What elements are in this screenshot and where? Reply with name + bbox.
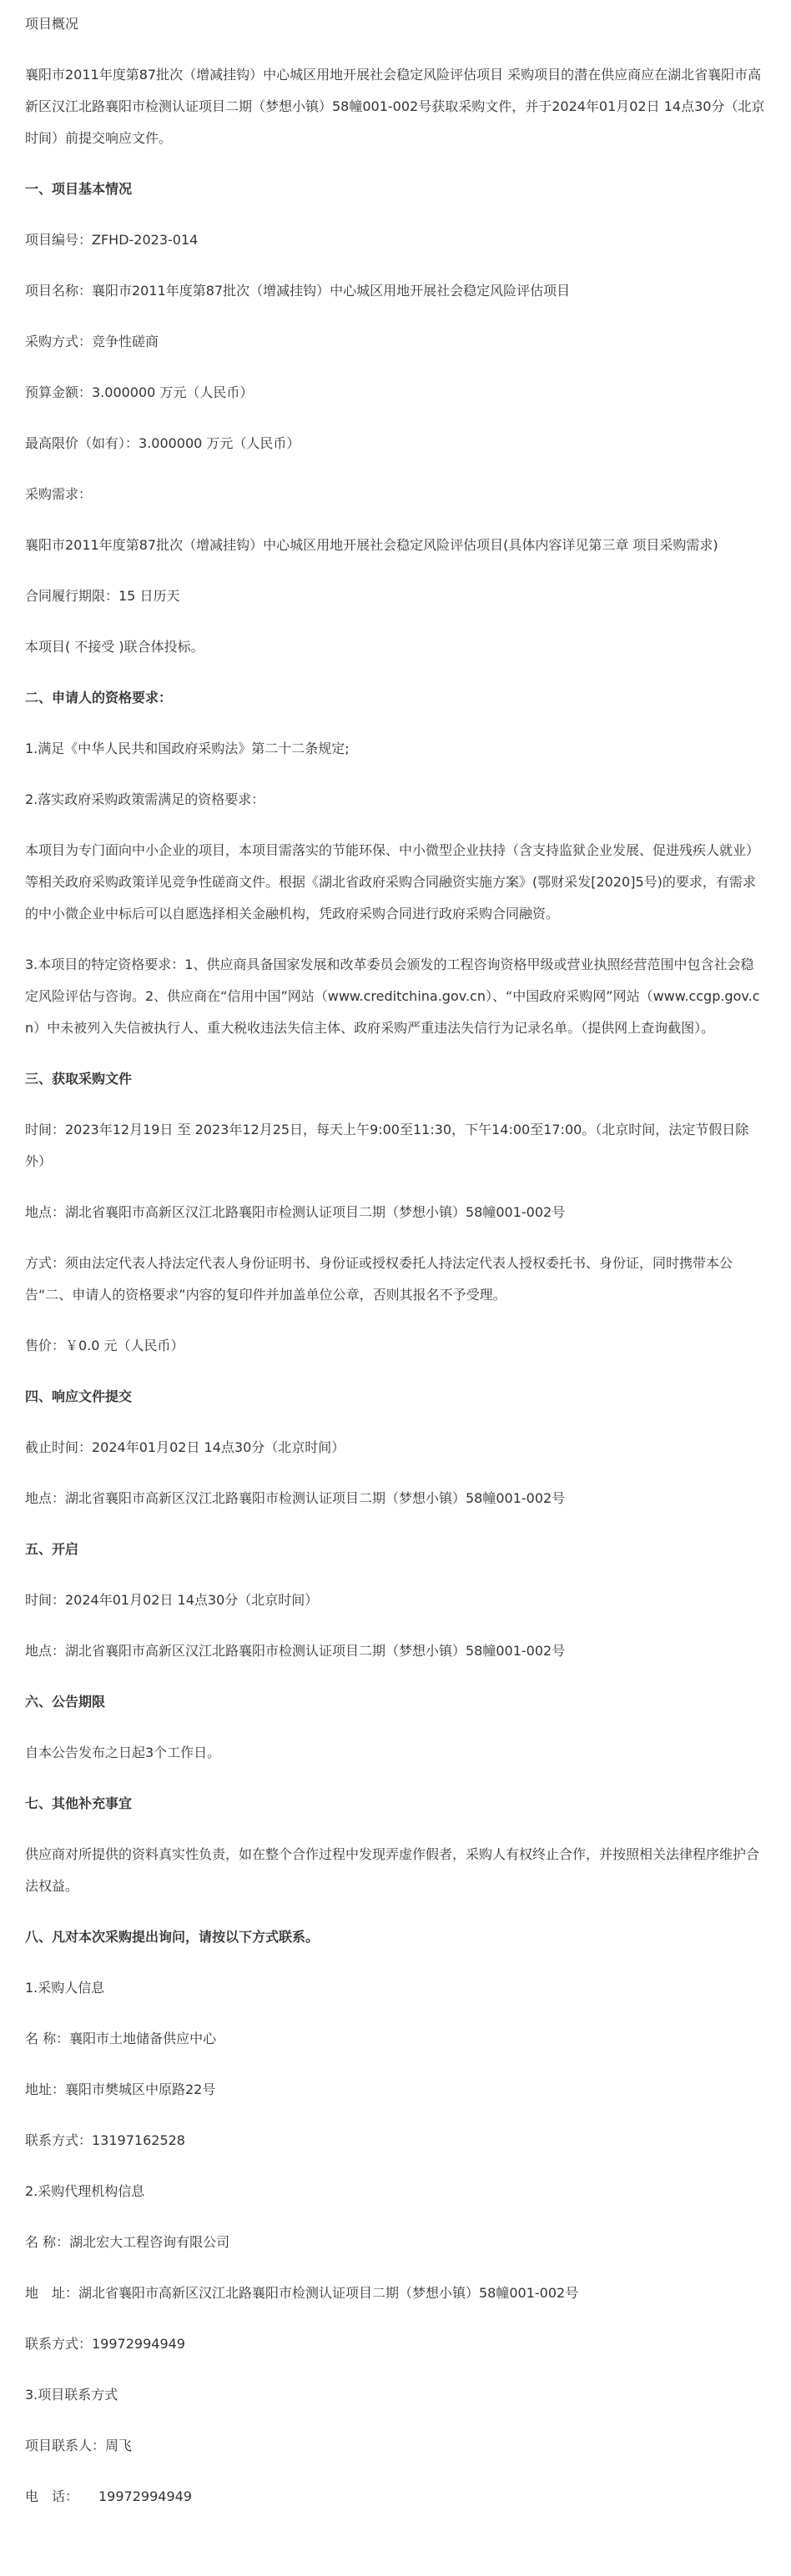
demand-text: 襄阳市2011年度第87批次（增减挂钩）中心城区用地开展社会稳定风险评估项目(具体内容详见第三章 项目采购需求) <box>25 537 718 553</box>
submit-place: 地点：湖北省襄阳市高新区汉江北路襄阳市检测认证项目二期（梦想小镇）58幢001-002号 <box>25 1490 566 1506</box>
section-1-heading: 一、项目基本情况 <box>25 181 133 197</box>
agency-info-title: 2.采购代理机构信息 <box>25 2183 145 2199</box>
agency-phone: 联系方式：19972994949 <box>25 2336 185 2352</box>
overview-title: 项目概况 <box>25 16 79 32</box>
section-8-heading: 八、凡对本次采购提出询问，请按以下方式联系。 <box>25 1929 320 1945</box>
section-3-heading: 三、获取采购文件 <box>25 1071 133 1087</box>
project-name: 项目名称：襄阳市2011年度第87批次（增减挂钩）中心城区用地开展社会稳定风险评估项目 <box>25 283 571 299</box>
section-4-heading: 四、响应文件提交 <box>25 1388 133 1404</box>
contact-title: 3.项目联系方式 <box>25 2387 118 2403</box>
section-5-heading: 五、开启 <box>25 1541 79 1557</box>
section-6-heading: 六、公告期限 <box>25 1694 106 1710</box>
consortium-note: 本项目( 不接受 )联合体投标。 <box>25 639 204 655</box>
agency-address: 地 址：湖北省襄阳市高新区汉江北路襄阳市检测认证项目二期（梦想小镇）58幢001-002号 <box>25 2285 579 2301</box>
notice-period: 自本公告发布之日起3个工作日。 <box>25 1745 221 1760</box>
opening-time: 时间：2024年01月02日 14点30分（北京时间） <box>25 1592 319 1608</box>
max-price: 最高限价（如有）：3.000000 万元（人民币） <box>25 435 300 451</box>
supplementary-text: 供应商对所提供的资料真实性负责，如在整个合作过程中发现弄虚作假者，采购人有权终止合作，并按照相关法律程序维护合法权益。 <box>25 1846 760 1894</box>
opening-place: 地点：湖北省襄阳市高新区汉江北路襄阳市检测认证项目二期（梦想小镇）58幢001-002号 <box>25 1643 566 1659</box>
obtain-place: 地点：湖北省襄阳市高新区汉江北路襄阳市检测认证项目二期（梦想小镇）58幢001-002号 <box>25 1204 566 1220</box>
obtain-time: 时间：2023年12月19日 至 2023年12月25日，每天上午9:00至11:30，下午14:00至17:00。（北京时间，法定节假日除外） <box>25 1122 749 1169</box>
section-7-heading: 七、其他补充事宜 <box>25 1795 133 1811</box>
requirement-2-text: 本项目为专门面向中小企业的项目，本项目需落实的节能环保、中小微型企业扶持（含支持监狱企业发展、促进残疾人就业）等相关政府采购政策详见竞争性磋商文件。根据《湖北省政府采购合同融资实施方案》(鄂财采发[2020]5号)的要求，有需求的中小微企业中标后可以自愿选择相关金融机构，凭政府采购合同进行政府采购合同融资。 <box>25 842 760 921</box>
section-2-heading: 二、申请人的资格要求： <box>25 690 173 706</box>
procurement-method: 采购方式：竞争性磋商 <box>25 334 159 349</box>
buyer-name: 名 称：襄阳市土地储备供应中心 <box>25 2031 217 2046</box>
buyer-phone: 联系方式：13197162528 <box>25 2132 185 2148</box>
requirement-3: 3.本项目的特定资格要求：1、供应商具备国家发展和改革委员会颁发的工程咨询资格甲级或营业执照经营范围中包含社会稳定风险评估与咨询。2、供应商在“信用中国”网站（www.creditchina.gov.cn）、“中国政府采购网”网站（www.ccgp.gov.cn）中未被列入失信被执行人、重大税收违法失信主体、政府采购严重违法失信行为记录名单。（提供网上查询截图）。 <box>25 957 760 1036</box>
buyer-address: 地址：襄阳市樊城区中原路22号 <box>25 2081 216 2097</box>
contact-phone: 电 话： 19972994949 <box>25 2488 192 2504</box>
submit-deadline: 截止时间：2024年01月02日 14点30分（北京时间） <box>25 1439 345 1455</box>
requirement-2: 2.落实政府采购政策需满足的资格要求： <box>25 791 265 807</box>
agency-name: 名 称：湖北宏大工程咨询有限公司 <box>25 2234 230 2250</box>
contact-person: 项目联系人：周飞 <box>25 2438 133 2453</box>
overview-text: 襄阳市2011年度第87批次（增减挂钩）中心城区用地开展社会稳定风险评估项目 采购项目的潜在供应商应在湖北省襄阳市高新区汉江北路襄阳市检测认证项目二期（梦想小镇）58幢001-002号获取采购文件，并于2024年01月02日 14点30分（北京时间）前提交响应文件。 <box>25 67 765 146</box>
obtain-way: 方式：须由法定代表人持法定代表人身份证明书、身份证或授权委托人持法定代表人授权委托书、身份证，同时携带本公告“二、申请人的资格要求”内容的复印件并加盖单位公章，否则其报名不予受理。 <box>25 1255 733 1303</box>
project-number: 项目编号：ZFHD-2023-014 <box>25 232 199 248</box>
obtain-price: 售价：￥0.0 元（人民币） <box>25 1338 184 1353</box>
contract-period: 合同履行期限：15 日历天 <box>25 588 180 604</box>
buyer-info-title: 1.采购人信息 <box>25 1980 105 1996</box>
demand-label: 采购需求： <box>25 486 93 502</box>
budget-amount: 预算金额：3.000000 万元（人民币） <box>25 384 254 400</box>
requirement-1: 1.满足《中华人民共和国政府采购法》第二十二条规定; <box>25 741 350 756</box>
